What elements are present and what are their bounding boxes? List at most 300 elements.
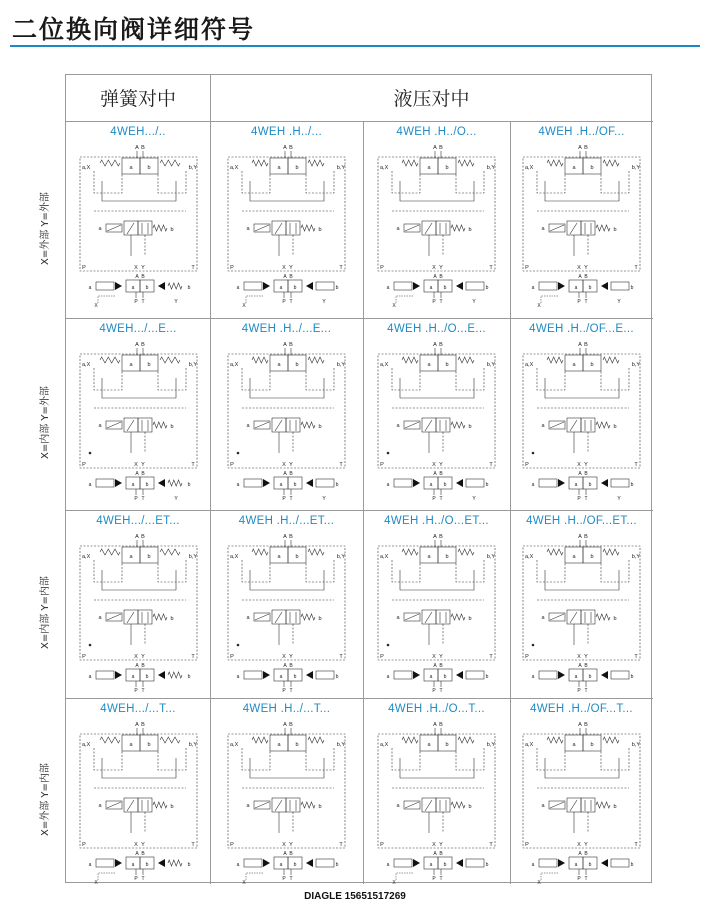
box-label-b: b <box>588 674 592 680</box>
port-label-p: P <box>525 462 529 468</box>
pilot-valve-box <box>138 221 152 235</box>
port-label-y: Y <box>322 299 326 305</box>
port-label-x: X <box>577 462 581 468</box>
row-label-3: X=内部 Y=内部 <box>40 576 51 649</box>
solenoid-label-a: a <box>396 615 400 621</box>
port-label-b: B <box>584 722 588 728</box>
solenoid-label-b: b <box>169 616 174 622</box>
pilot-line <box>94 748 122 770</box>
port-label-b: B <box>439 145 443 151</box>
solenoid-label-a: a <box>246 226 250 232</box>
port-label-t: T <box>489 265 493 271</box>
port-label-a: A <box>578 663 582 669</box>
spring-icon <box>100 357 120 363</box>
port-label-t: T <box>339 842 343 848</box>
spring-icon <box>252 737 268 743</box>
box-label-b: b <box>295 165 299 171</box>
solenoid-label-a: a <box>531 285 535 291</box>
solenoid-slash <box>255 422 269 428</box>
box-label-b: b <box>588 482 592 488</box>
port-label-y: Y <box>584 265 588 271</box>
port-label-y: Y <box>584 654 588 660</box>
spring-icon <box>402 737 418 743</box>
valve-symbol-4-3 <box>374 718 499 888</box>
spring-icon <box>100 549 120 555</box>
port-label-t: T <box>190 842 195 848</box>
port-label-t: T <box>140 876 145 882</box>
arrow-right-icon <box>115 479 122 487</box>
spring-icon <box>596 422 610 428</box>
box-label-a: a <box>427 742 431 748</box>
solenoid-label-a: a <box>541 423 545 429</box>
solenoid-label-b: b <box>318 424 322 430</box>
spring-icon <box>451 225 465 231</box>
port-label-x: X <box>133 654 138 660</box>
port-label-t: T <box>584 299 588 305</box>
spring-icon <box>603 160 619 166</box>
port-label-y: Y <box>584 842 588 848</box>
solenoid-label-b: b <box>485 862 489 868</box>
junction-dot <box>89 452 91 454</box>
valve-symbol-4-2 <box>224 718 349 888</box>
box-label-a: a <box>277 362 281 368</box>
arrow-left-icon <box>601 671 608 679</box>
pilot-valve-box <box>436 798 450 812</box>
solenoid-label-b: b <box>613 227 617 233</box>
solenoid-box <box>244 282 262 290</box>
solenoid-box <box>96 671 114 679</box>
solenoid-box <box>394 859 412 867</box>
solenoid-slash <box>107 802 121 808</box>
valve-symbol-svg <box>224 338 349 508</box>
solenoid-box <box>539 479 557 487</box>
port-label-x: X <box>93 880 98 886</box>
pilot-line <box>537 748 565 770</box>
port-label-p: P <box>525 265 529 271</box>
port-label-t: T <box>140 496 145 502</box>
pilot-line <box>400 570 474 590</box>
box-label-a: a <box>572 362 576 368</box>
port-label-t: T <box>489 462 493 468</box>
port-label-t: T <box>339 654 343 660</box>
flow-arrow <box>127 420 134 431</box>
solenoid-slash <box>107 422 121 428</box>
row-divider <box>66 510 653 511</box>
valve-symbol-2-4 <box>519 338 644 508</box>
solenoid-slash <box>550 225 564 231</box>
port-label-b: B <box>439 274 443 280</box>
solenoid-label-b: b <box>485 674 489 680</box>
solenoid-label-b: b <box>335 285 339 291</box>
box-label-a: a <box>128 742 133 748</box>
spring-icon <box>451 614 465 620</box>
pilot-line <box>242 748 270 770</box>
port-label-a: A <box>134 663 139 669</box>
port-label-x: X <box>282 265 286 271</box>
pilot-label-ax: a,X <box>525 742 534 748</box>
box-label-a: a <box>277 554 281 560</box>
valve-symbol-svg <box>224 718 349 888</box>
box-label-b: b <box>293 674 297 680</box>
pilot-line <box>537 171 565 193</box>
port-label-b: B <box>140 274 145 280</box>
junction-dot <box>532 452 534 454</box>
pilot-valve-box <box>286 418 300 432</box>
box-label-a: a <box>277 742 281 748</box>
flow-arrow <box>425 800 432 811</box>
solenoid-label-a: a <box>386 862 390 868</box>
port-label-a: A <box>433 145 437 151</box>
port-label-t: T <box>634 462 638 468</box>
solenoid-box <box>244 479 262 487</box>
pilot-line <box>601 560 629 582</box>
valve-symbol-1-3 <box>374 141 499 311</box>
port-label-b: B <box>584 145 588 151</box>
flow-arrow <box>275 420 282 431</box>
port-label-t: T <box>339 265 343 271</box>
pilot-line <box>545 570 619 590</box>
spring-icon <box>168 480 182 486</box>
pilot-label-ax: a,X <box>81 165 90 171</box>
spring-icon <box>547 357 563 363</box>
box-label-a: a <box>572 165 576 171</box>
pilot-label-ax: a,X <box>230 742 239 748</box>
pilot-label-by: b,Y <box>486 362 495 368</box>
valve-symbol-svg <box>76 530 201 700</box>
pilot-valve-box <box>581 221 595 235</box>
pilot-line <box>392 748 420 770</box>
port-label-p: P <box>230 654 234 660</box>
box-label-b: b <box>443 285 447 291</box>
arrow-left-icon <box>456 282 463 290</box>
box-label-a: a <box>131 482 134 488</box>
solenoid-box <box>394 479 412 487</box>
solenoid-box <box>466 859 484 867</box>
port-label-p: P <box>525 842 529 848</box>
box-label-b: b <box>590 742 594 748</box>
port-label-t: T <box>140 299 145 305</box>
valve-symbol-svg <box>76 718 201 888</box>
flow-arrow <box>425 420 432 431</box>
solenoid-box <box>394 671 412 679</box>
port-label-b: B <box>584 851 588 857</box>
box-label-a: a <box>574 285 578 291</box>
port-label-a: A <box>578 145 582 151</box>
pilot-line <box>246 873 264 880</box>
pilot-line <box>306 560 334 582</box>
box-label-a: a <box>429 482 433 488</box>
port-label-a: A <box>134 342 139 348</box>
pilot-line <box>537 368 565 390</box>
junction-dot <box>237 644 239 646</box>
box-label-a: a <box>279 285 283 291</box>
flow-arrow <box>275 800 282 811</box>
pilot-line <box>601 368 629 390</box>
solenoid-label-b: b <box>613 616 617 622</box>
flow-arrow <box>275 223 282 234</box>
box-label-a: a <box>279 674 283 680</box>
spring-icon <box>160 549 180 555</box>
pilot-label-by: b,Y <box>188 165 197 171</box>
solenoid-label-a: a <box>246 423 250 429</box>
box-label-b: b <box>146 554 151 560</box>
spring-icon <box>308 357 324 363</box>
port-label-b: B <box>439 722 443 728</box>
solenoid-label-b: b <box>468 424 472 430</box>
solenoid-label-b: b <box>187 674 190 680</box>
pilot-line <box>601 748 629 770</box>
port-label-a: A <box>283 342 287 348</box>
spring-icon <box>153 802 167 808</box>
valve-symbol-1-1 <box>76 141 201 311</box>
flow-arrow <box>127 612 134 623</box>
port-label-a: A <box>134 722 139 728</box>
port-label-b: B <box>584 534 588 540</box>
solenoid-box <box>316 859 334 867</box>
box-label-b: b <box>445 362 449 368</box>
box-label-a: a <box>429 285 433 291</box>
port-label-b: B <box>584 342 588 348</box>
port-label-p: P <box>81 842 86 848</box>
port-label-b: B <box>289 342 293 348</box>
solenoid-label-a: a <box>236 862 240 868</box>
spring-icon <box>100 737 120 743</box>
spring-icon <box>402 160 418 166</box>
port-label-x: X <box>577 842 581 848</box>
pilot-line <box>250 181 324 201</box>
solenoid-label-b: b <box>468 227 472 233</box>
port-label-y: Y <box>472 496 476 502</box>
valve-symbol-3-1 <box>76 530 201 700</box>
port-label-a: A <box>433 274 437 280</box>
box-label-a: a <box>277 165 281 171</box>
solenoid-box <box>539 282 557 290</box>
pilot-label-ax: a,X <box>230 554 239 560</box>
junction-dot <box>532 644 534 646</box>
arrow-right-icon <box>558 671 565 679</box>
arrow-left-icon <box>306 479 313 487</box>
port-label-y: Y <box>472 299 476 305</box>
pilot-line <box>541 296 559 303</box>
port-label-a: A <box>134 145 139 151</box>
symbol-table <box>40 74 652 886</box>
solenoid-slash <box>405 614 419 620</box>
port-label-b: B <box>584 274 588 280</box>
port-label-x: X <box>133 265 138 271</box>
box-label-b: b <box>445 165 449 171</box>
solenoid-box <box>539 859 557 867</box>
spring-icon <box>252 160 268 166</box>
port-label-x: X <box>282 842 286 848</box>
pilot-line <box>242 368 270 390</box>
arrow-right-icon <box>115 671 122 679</box>
solenoid-label-b: b <box>630 674 634 680</box>
pilot-line <box>306 748 334 770</box>
valve-symbol-3-4 <box>519 530 644 700</box>
pilot-label-ax: a,X <box>380 742 389 748</box>
port-label-y: Y <box>617 496 621 502</box>
pilot-label-ax: a,X <box>525 362 534 368</box>
box-label-a: a <box>429 674 433 680</box>
solenoid-label-b: b <box>630 482 634 488</box>
port-label-b: B <box>140 534 145 540</box>
column-divider <box>210 75 211 884</box>
model-code-4-3: 4WEH .H../O...T... <box>388 703 485 715</box>
spring-icon <box>458 357 474 363</box>
pilot-label-by: b,Y <box>631 554 640 560</box>
solenoid-label-a: a <box>541 615 545 621</box>
pilot-valve-box <box>436 418 450 432</box>
box-label-b: b <box>590 165 594 171</box>
box-label-b: b <box>443 862 447 868</box>
pilot-label-by: b,Y <box>631 742 640 748</box>
port-label-p: P <box>525 654 529 660</box>
valve-symbol-svg <box>519 718 644 888</box>
pilot-line <box>400 378 474 398</box>
port-label-p: P <box>432 876 436 882</box>
page-title: 二位换向阀详细符号 <box>12 15 256 44</box>
port-label-p: P <box>432 299 436 305</box>
box-label-a: a <box>427 554 431 560</box>
column-divider <box>510 121 511 884</box>
spring-icon <box>160 737 180 743</box>
pilot-line <box>400 758 474 778</box>
port-label-b: B <box>289 145 293 151</box>
arrow-left-icon <box>158 859 165 867</box>
solenoid-label-a: a <box>541 803 545 809</box>
pilot-line <box>102 758 176 778</box>
port-label-a: A <box>134 851 139 857</box>
pilot-label-ax: a,X <box>81 362 90 368</box>
footer-contact: DIAGLE 15651517269 <box>304 891 406 902</box>
port-label-x: X <box>242 880 246 886</box>
pilot-line <box>250 758 324 778</box>
model-code-1-1: 4WEH.../.. <box>110 126 166 138</box>
port-label-p: P <box>282 496 286 502</box>
port-label-t: T <box>289 688 293 694</box>
pilot-line <box>98 296 116 303</box>
port-label-a: A <box>433 534 437 540</box>
box-label-b: b <box>443 674 447 680</box>
pilot-line <box>102 378 176 398</box>
port-label-y: Y <box>584 462 588 468</box>
port-label-b: B <box>289 471 293 477</box>
valve-symbol-3-3 <box>374 530 499 700</box>
model-code-3-4: 4WEH .H../OF...ET... <box>526 515 637 527</box>
box-label-a: a <box>131 285 134 291</box>
solenoid-label-a: a <box>88 862 91 868</box>
pilot-label-by: b,Y <box>336 165 345 171</box>
port-label-a: A <box>283 471 287 477</box>
box-label-b: b <box>443 482 447 488</box>
solenoid-box <box>244 671 262 679</box>
port-label-p: P <box>577 496 581 502</box>
spring-icon <box>451 802 465 808</box>
spring-icon <box>308 160 324 166</box>
port-label-p: P <box>577 688 581 694</box>
box-label-b: b <box>145 482 148 488</box>
solenoid-label-b: b <box>468 616 472 622</box>
pilot-label-by: b,Y <box>188 554 197 560</box>
solenoid-label-a: a <box>531 482 535 488</box>
spring-icon <box>596 614 610 620</box>
pilot-line <box>242 171 270 193</box>
port-label-x: X <box>282 462 286 468</box>
pilot-line <box>246 296 264 303</box>
pilot-label-ax: a,X <box>525 165 534 171</box>
title-rule <box>10 45 700 47</box>
solenoid-label-a: a <box>97 226 102 232</box>
port-label-t: T <box>339 462 343 468</box>
box-label-a: a <box>279 482 283 488</box>
arrow-left-icon <box>601 282 608 290</box>
arrow-right-icon <box>263 671 270 679</box>
spring-icon <box>308 549 324 555</box>
port-label-x: X <box>537 303 541 309</box>
spring-icon <box>153 225 167 231</box>
port-label-a: A <box>433 342 437 348</box>
solenoid-label-a: a <box>97 803 102 809</box>
port-label-x: X <box>282 654 286 660</box>
valve-symbol-1-2 <box>224 141 349 311</box>
solenoid-label-b: b <box>187 862 190 868</box>
valve-symbol-4-4 <box>519 718 644 888</box>
valve-symbol-svg <box>224 141 349 311</box>
port-label-t: T <box>634 265 638 271</box>
solenoid-slash <box>107 225 121 231</box>
box-label-a: a <box>572 742 576 748</box>
arrow-left-icon <box>456 859 463 867</box>
pilot-label-ax: a,X <box>230 165 239 171</box>
solenoid-label-a: a <box>97 423 102 429</box>
port-label-t: T <box>289 496 293 502</box>
port-label-x: X <box>432 265 436 271</box>
solenoid-label-a: a <box>396 226 400 232</box>
model-code-3-3: 4WEH .H../O...ET... <box>384 515 489 527</box>
port-label-y: Y <box>140 265 145 271</box>
pilot-valve-box <box>138 798 152 812</box>
solenoid-slash <box>405 225 419 231</box>
model-code-1-3: 4WEH .H../O... <box>396 126 477 138</box>
port-label-p: P <box>380 462 384 468</box>
model-code-2-4: 4WEH .H../OF...E... <box>529 323 634 335</box>
port-label-p: P <box>282 299 286 305</box>
box-label-b: b <box>445 742 449 748</box>
solenoid-slash <box>255 614 269 620</box>
port-label-a: A <box>578 534 582 540</box>
port-label-x: X <box>537 880 541 886</box>
port-label-x: X <box>133 462 138 468</box>
port-label-a: A <box>283 722 287 728</box>
pilot-line <box>392 171 420 193</box>
pilot-line <box>250 570 324 590</box>
spring-icon <box>458 737 474 743</box>
port-label-p: P <box>432 688 436 694</box>
box-label-b: b <box>146 165 151 171</box>
port-label-b: B <box>140 145 145 151</box>
pilot-line <box>545 758 619 778</box>
port-label-x: X <box>432 462 436 468</box>
port-label-y: Y <box>140 462 145 468</box>
valve-symbol-1-4 <box>519 141 644 311</box>
port-label-x: X <box>432 654 436 660</box>
box-label-b: b <box>295 362 299 368</box>
solenoid-box <box>539 671 557 679</box>
solenoid-label-a: a <box>396 423 400 429</box>
box-label-a: a <box>574 862 578 868</box>
spring-icon <box>168 860 182 866</box>
box-label-b: b <box>293 285 297 291</box>
